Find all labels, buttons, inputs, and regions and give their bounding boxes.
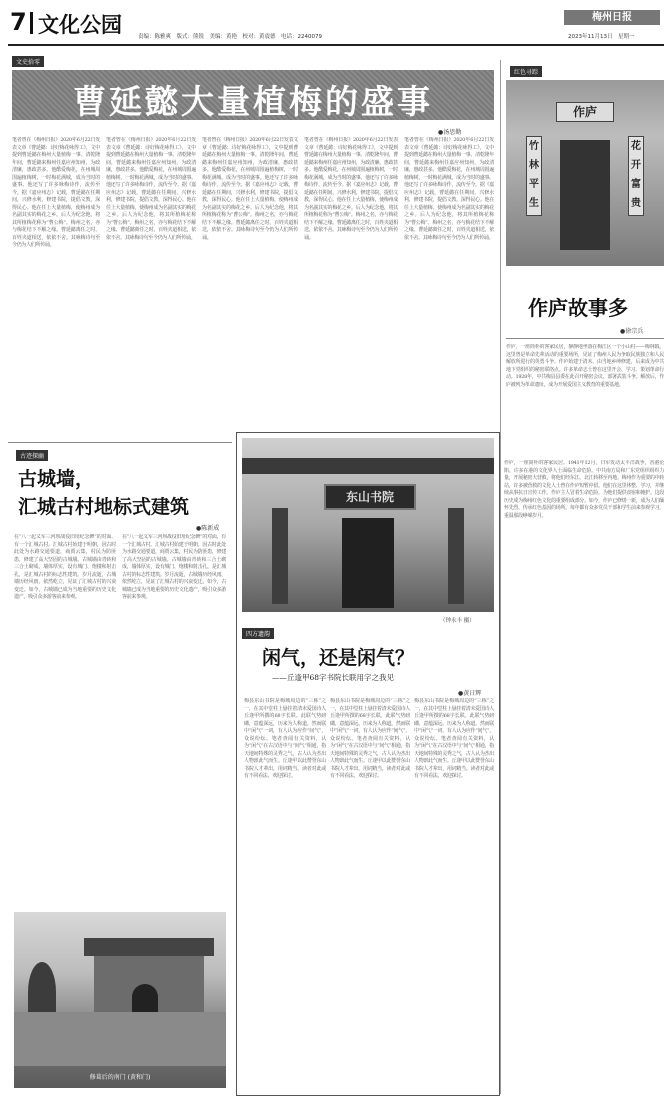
xianqi-body-col1: 梅县东山书院是梅城周边的“三栋”之一，在其中堂柱上悬挂着清末爱国诗人丘逢甲所撰的68字长联。此联气势磅礴，意蕴深远，历来为人称道。然而联中“闲气”一词，有人认为应作“间气”，众说纷纭。笔者查阅有关资料，认为“闲气”在古汉语中与“间气”相通，指天地间特殊的灵秀之气，古人认为杰出人物禀此气而生。丘逢甲以此赞誉东山书院人才辈出，用词精当。读者对此或有不同看法，欢迎探讨。 bbox=[244, 698, 326, 779]
headline: 曹延懿大量植梅的盛事 bbox=[73, 82, 433, 121]
page-header bbox=[8, 6, 664, 42]
academy-plaque-text: 东山书院 bbox=[345, 490, 394, 504]
pillar-right bbox=[448, 508, 464, 604]
article-body-col4: 笔者曾在《梅州日报》2020年6月22日发表文章《曹延懿：诗好梅花咏得工》，文中提到曹延懿在梅州大量植梅一事。清乾隆年间，曹延懿来梅州任嘉应州知州，为政清廉，惠政甚多。他酷爱梅花，在州城周围遍植梅树，一时梅花满城，成为当时的盛事。他还写了许多咏梅诗作，流传至今。据《嘉应州志》记载，曹延懿在任期间，兴修水利，修建书院，提倡文教，深得民心。他在任上大量植梅，使梅州成为名副其实的梅花之乡。后人为纪念他，将其所植梅花称为“曹公梅”。梅州之名，亦与梅花结下不解之缘。曹延懿离任之时，百姓夹道相送，依依不舍。其咏梅诗句至今仍为人们所传诵。 bbox=[304, 137, 398, 241]
gate-caption: 修葺后的南门 (黄和门) bbox=[89, 1074, 151, 1081]
couplet-right bbox=[628, 136, 644, 216]
section-tag-wenshi: 文史拾零 bbox=[12, 56, 44, 67]
gate-roof bbox=[84, 938, 214, 956]
academy-plaque bbox=[324, 484, 416, 510]
wall-base bbox=[14, 1012, 226, 1066]
paper-name: 梅州日报 bbox=[592, 12, 632, 23]
academy-photo bbox=[242, 438, 494, 612]
article-body-col3: 笔者曾在《梅州日报》2020年6月22日发表文章《曹延懿：诗好梅花咏得工》，文中提到曹延懿在梅州大量植梅一事。清乾隆年间，曹延懿来梅州任嘉应州知州，为政清廉，惠政甚多。他酷爱梅花，在州城周围遍植梅树，一时梅花满城，成为当时的盛事。他还写了许多咏梅诗作，流传至今。据《嘉应州志》记载，曹延懿在任期间，兴修水利，修建书院，提倡文教，深得民心。他在任上大量植梅，使梅州成为名副其实的梅花之乡。后人为纪念他，将其所植梅花称为“曹公梅”。梅州之名，亦与梅花结下不解之缘。曹延懿离任之时，百姓夹道相送，依依不舍。其咏梅诗句至今仍为人们所传诵。 bbox=[202, 137, 298, 241]
section-tag-red: 红色寻踪 bbox=[510, 66, 542, 77]
xianqi-subtitle: ——丘逢甲68字书院长联用字之我见 bbox=[272, 673, 395, 682]
wall-body-col2: 在“八一起义军三河坝战役旧址纪念碑”的对面，有一个汇城古村。汇城古村始建于明朝，因古时此处为水路交通要道，商贾云集，村民为防匪患，修建了高大坚固的古城墙。古城墙由青砖和三合土砌成，墙体厚实，设有城门、炮楼和射击孔，是汇城古村的标志性建筑。岁月流逝，古城墙历经风雨，依然屹立，见证了汇城古村的兴衰变迁。如今，古城墙已成为当地重要的历史文化遗产，吸引众多游客前来参观。 bbox=[122, 534, 226, 600]
xianqi-body-col2: 梅县东山书院是梅城周边的“三栋”之一，在其中堂柱上悬挂着清末爱国诗人丘逢甲所撰的68字长联。此联气势磅礴，意蕴深远，历来为人称道。然而联中“闲气”一词，有人认为应作“间气”，众说纷纭。笔者查阅有关资料，认为“闲气”在古汉语中与“间气”相通，指天地间特殊的灵秀之气，古人认为杰出人物禀此气而生。丘逢甲以此赞誉东山书院人才辈出，用词精当。读者对此或有不同看法，欢迎探讨。 bbox=[330, 698, 410, 779]
zuolu-photo bbox=[506, 80, 664, 266]
article-body-col2: 笔者曾在《梅州日报》2020年6月22日发表文章《曹延懿：诗好梅花咏得工》，文中提到曹延懿在梅州大量植梅一事。清乾隆年间，曹延懿来梅州任嘉应州知州，为政清廉，惠政甚多。他酷爱梅花，在州城周围遍植梅树，一时梅花满城，成为当时的盛事。他还写了许多咏梅诗作，流传至今。据《嘉应州志》记载，曹延懿在任期间，兴修水利，修建书院，提倡文教，深得民心。他在任上大量植梅，使梅州成为名副其实的梅花之乡。后人为纪念他，将其所植梅花称为“曹公梅”。梅州之名，亦与梅花结下不解之缘。曹延懿离任之时，百姓夹道相送，依依不舍。其咏梅诗句至今仍为人们所传诵。 bbox=[106, 137, 196, 241]
section-title: 文化公园 bbox=[38, 13, 122, 37]
left-mid-rule bbox=[8, 442, 232, 443]
xianqi-byline: ●黄日辉 bbox=[458, 690, 482, 697]
header-divider-bar bbox=[30, 12, 33, 34]
headline-banner bbox=[12, 70, 494, 120]
gate-arch bbox=[132, 984, 158, 1012]
section-tag-guji: 古迹探幽 bbox=[16, 450, 48, 461]
zuolu-plaque bbox=[556, 102, 614, 122]
article-body-col1: 笔者曾在《梅州日报》2020年6月22日发表文章《曹延懿：诗好梅花咏得工》，文中提到曹延懿在梅州大量植梅一事。清乾隆年间，曹延懿来梅州任嘉应州知州，为政清廉，惠政甚多。他酷爱梅花，在州城周围遍植梅树，一时梅花满城，成为当时的盛事。他还写了许多咏梅诗作，流传至今。据《嘉应州志》记载，曹延懿在任期间，兴修水利，修建书院，提倡文教，深得民心。他在任上大量植梅，使梅州成为名副其实的梅花之乡。后人为纪念他，将其所植梅花称为“曹公梅”。梅州之名，亦与梅花结下不解之缘。曹延懿离任之时，百姓夹道相送，依依不舍。其咏梅诗句至今仍为人们所传诵。 bbox=[12, 137, 100, 248]
south-gate-photo bbox=[14, 912, 226, 1088]
right-top-rule bbox=[506, 338, 664, 339]
xianqi-headline: 闲气，还是闲气？ bbox=[262, 647, 415, 669]
zuolu-headline: 作庐故事多 bbox=[528, 296, 628, 320]
wall-headline-line1: 古城墙， bbox=[18, 468, 95, 490]
pillar-left bbox=[272, 508, 288, 604]
academy-roof bbox=[242, 458, 494, 474]
article-body-col5: 笔者曾在《梅州日报》2020年6月22日发表文章《曹延懿：诗好梅花咏得工》，文中提到曹延懿在梅州大量植梅一事。清乾隆年间，曹延懿来梅州任嘉应州知州，为政清廉，惠政甚多。他酷爱梅花，在州城周围遍植梅树，一时梅花满城，成为当时的盛事。他还写了许多咏梅诗作，流传至今。据《嘉应州志》记载，曹延懿在任期间，兴修水利，修建书院，提倡文教，深得民心。他在任上大量植梅，使梅州成为名副其实的梅花之乡。后人为纪念他，将其所植梅花称为“曹公梅”。梅州之名，亦与梅花结下不解之缘。曹延懿离任之时，百姓夹道相送，依依不舍。其咏梅诗句至今仍为人们所传诵。 bbox=[404, 137, 494, 241]
header-rule bbox=[8, 44, 664, 46]
editor-info: 责编：陈雅爽 版式：熊锐 美编：黄艳 校对：黄震德 电话：2240079 bbox=[138, 34, 322, 40]
byline: ●汤思勤 bbox=[438, 129, 462, 136]
zuolu-byline: ●徐宗兵 bbox=[620, 328, 644, 335]
doorway bbox=[560, 140, 610, 250]
couplet-right-text: 花 开 富 贵 bbox=[631, 141, 641, 209]
academy-photo-credit: （钟永丰 摄） bbox=[440, 618, 475, 624]
wall-byline: ●陈新成 bbox=[196, 525, 220, 532]
page-number: 7 bbox=[10, 8, 27, 36]
wall-headline-line2: 汇城古村地标式建筑 bbox=[18, 496, 190, 518]
zuolu-body-continued: 作庐，一座简朴的客家民居。1941年12月，日军发动太平洋战争，香港沦陷。许多在港的文化界人士面临生命危险。中共南方局和广东党组织组织力量，开展秘密大营救，将他们经东江、北江转移至内地。梅州作为重要的中转站，许多被营救的文化人士曾在作庐短暂停留。他们在这里休整、学习，并继续从事抗日宣传工作。作庐主人冒着生命危险，为他们提供食宿和掩护。这段历史成为梅州红色文化的重要组成部分。如今，作庐已修缮一新，成为人们缅怀先烈、传承红色基因的场所。每年都有众多党员干部和学生前来参观学习，重温那段峥嵘岁月。 bbox=[504, 460, 664, 519]
column-divider-right bbox=[500, 60, 501, 1094]
wall-body-col1: 在“八一起义军三河坝战役旧址纪念碑”的对面，有一个汇城古村。汇城古村始建于明朝，因古时此处为水路交通要道，商贾云集，村民为防匪患，修建了高大坚固的古城墙。古城墙由青砖和三合土砌成，墙体厚实，设有城门、炮楼和射击孔，是汇城古村的标志性建筑。岁月流逝，古城墙历经风雨，依然屹立，见证了汇城古村的兴衰变迁。如今，古城墙已成为当地重要的历史文化遗产，吸引众多游客前来参观。 bbox=[14, 534, 116, 600]
couplet-left bbox=[526, 136, 542, 216]
issue-date: 2023年11月13日 星期一 bbox=[568, 34, 635, 40]
academy-door bbox=[342, 518, 394, 608]
xianqi-body-col3: 梅县东山书院是梅城周边的“三栋”之一，在其中堂柱上悬挂着清末爱国诗人丘逢甲所撰的68字长联。此联气势磅礴，意蕴深远，历来为人称道。然而联中“闲气”一词，有人认为应作“间气”，众说纷纭。笔者查阅有关资料，认为“闲气”在古汉语中与“间气”相通，指天地间特殊的灵秀之气，古人认为杰出人物禀此气而生。丘逢甲以此赞誉东山书院人才辈出，用词精当。读者对此或有不同看法，欢迎探讨。 bbox=[414, 698, 494, 779]
section-tag-siyi: 四方遗韵 bbox=[242, 628, 274, 639]
couplet-left-text: 竹 林 平 生 bbox=[529, 141, 539, 209]
zuolu-plaque-text: 作庐 bbox=[572, 105, 597, 119]
paper-name-logo bbox=[564, 10, 660, 25]
zuolu-body: 作庐，一座简朴的客家民居，静静地坐落在梅江区一个小山村——梅林镇。这里曾是革命先辈活动的重要场所，见证了梅州人民为争取民族独立和人民解放所进行的英勇斗争。作庐始建于清末，由当地乡绅修建，后来成为中共地下党组织的秘密联络点。许多革命志士曾在这里开会、学习、策划革命行动。1928年，中共梅县县委在此召开秘密会议，部署武装斗争。解放后，作庐被列为革命遗址，成为开展爱国主义教育的重要基地。 bbox=[506, 344, 664, 388]
